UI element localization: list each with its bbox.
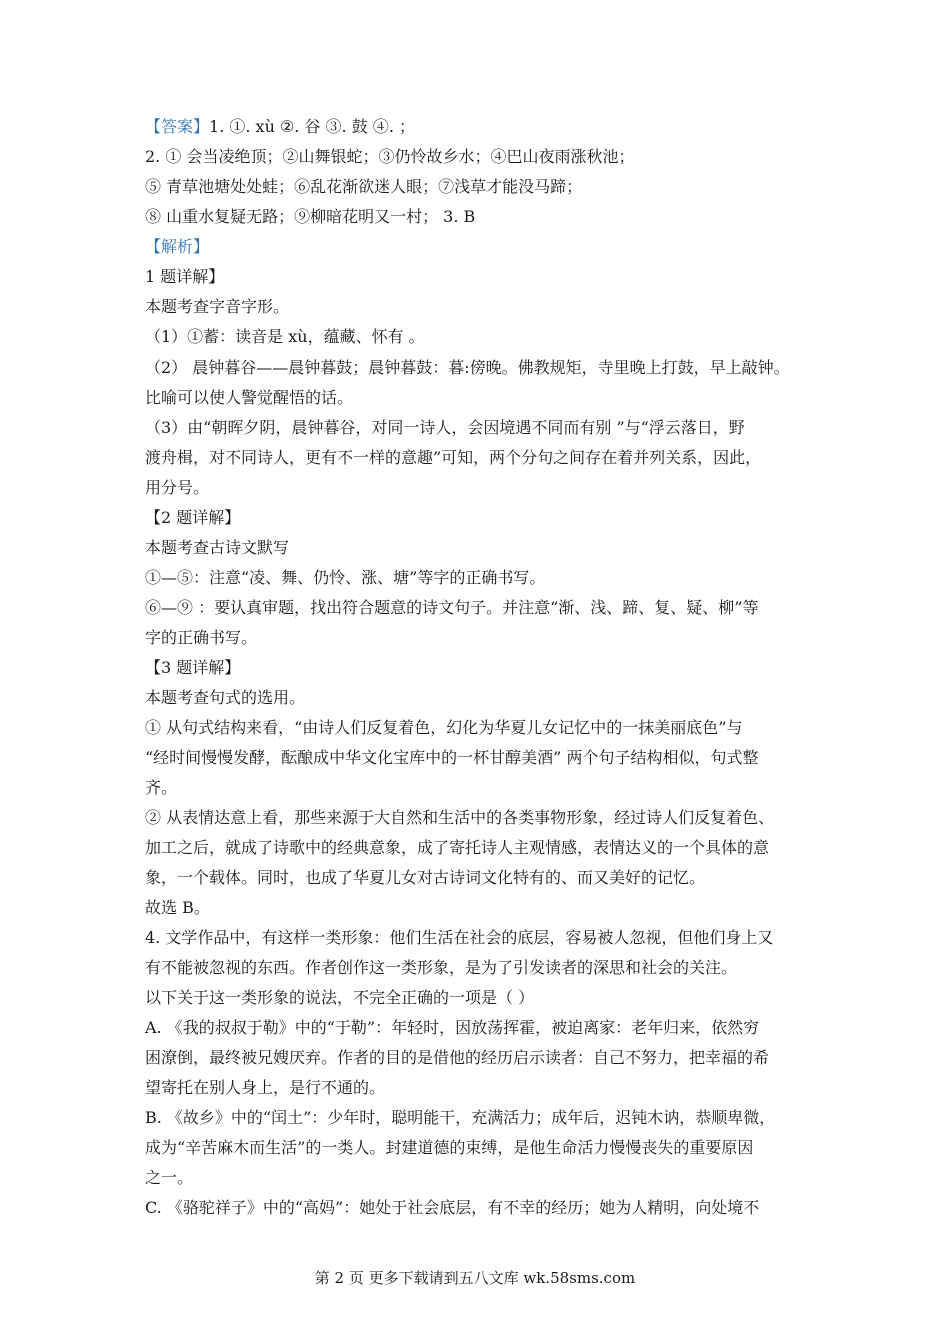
q2-heading: 【2 题详解】 — [145, 508, 241, 527]
q1-intro: 本题考查字音字形。 — [145, 297, 290, 316]
q4-option-b-line3: 之一。 — [145, 1168, 194, 1187]
q3-part1-line1: ① 从句式结构来看，“由诗人们反复着色，幻化为华夏儿女记忆中的一抹美丽底色”与 — [145, 718, 743, 737]
q1-part3-line3: 用分号。 — [145, 478, 210, 497]
q3-conclusion: 故选 B。 — [145, 898, 210, 917]
q4-stem-line3: 以下关于这一类形象的说法，不完全正确的一项是（ ） — [145, 988, 535, 1007]
q1-part2-line1: （2） 晨钟暮谷——晨钟暮鼓；晨钟暮鼓：暮:傍晚。佛教规矩，寺里晚上打鼓，早上敲钟。 — [145, 358, 790, 377]
q2-intro: 本题考查古诗文默写 — [145, 538, 290, 557]
q3-part2-line1: ② 从表情达意上看，那些来源于大自然和生活中的各类事物形象，经过诗人们反复着色、 — [145, 808, 775, 827]
q3-part2-line3: 象，一个载体。同时，也成了华夏儿女对古诗词文化特有的、而又美好的记忆。 — [145, 868, 706, 887]
q4-stem-line1: 4. 文学作品中，有这样一类形象：他们生活在社会的底层，容易被人忽视，但他们身上又 — [145, 928, 774, 947]
answer-line-3: ⑤ 青草池塘处处蛙；⑥乱花渐欲迷人眼；⑦浅草才能没马蹄； — [145, 177, 583, 196]
analysis-tag: 【解析】 — [145, 237, 210, 256]
q4-option-a-line3: 望寄托在别人身上，是行不通的。 — [145, 1078, 386, 1097]
q3-intro: 本题考查句式的选用。 — [145, 688, 306, 707]
q2-part1: ①—⑤：注意“凌、舞、仍怜、涨、塘”等字的正确书写。 — [145, 568, 546, 587]
q4-option-b-line2: 成为“辛苦麻木而生活”的一类人。封建道德的束缚，是他生命活力慢慢丧失的重要原因 — [145, 1138, 754, 1157]
q2-part2-line2: 字的正确书写。 — [145, 628, 258, 647]
q3-heading: 【3 题详解】 — [145, 658, 241, 677]
q1-heading: 1 题详解】 — [145, 267, 225, 286]
q1-part2-line2: 比喻可以使人警觉醒悟的话。 — [145, 388, 354, 407]
q4-option-a-line2: 困潦倒，最终被兄嫂厌弃。作者的目的是借他的经历启示读者：自己不努力，把幸福的希 — [145, 1048, 770, 1067]
q3-part2-line2: 加工之后，就成了诗歌中的经典意象，成了寄托诗人主观情感，表情达义的一个具体的意 — [145, 838, 770, 857]
q3-part1-line3: 齐。 — [145, 778, 178, 797]
q4-stem-line2: 有不能被忽视的东西。作者创作这一类形象，是为了引发读者的深思和社会的关注。 — [145, 958, 738, 977]
q3-part1-line2: “经时间慢慢发酵，酝酿成中华文化宝库中的一杯甘醇美酒” 两个句子结构相似，句式整 — [145, 748, 759, 767]
q4-option-c-line1: C. 《骆驼祥子》中的“高妈”：她处于社会底层，有不幸的经历；她为人精明，向处境不 — [145, 1198, 760, 1217]
q1-part1: （1）①蓄：读音是 xù，蕴藏、怀有 。 — [145, 327, 425, 346]
q4-option-a-line1: A. 《我的叔叔于勒》中的“于勒”：年轻时，因放荡挥霍，被迫离家：老年归来，依然穷 — [145, 1018, 760, 1037]
q1-part3-line2: 渡舟楫，对不同诗人，更有不一样的意趣”可知，两个分句之间存在着并列关系，因此， — [145, 448, 762, 467]
q4-option-b-line1: B. 《故乡》中的“闰土”：少年时，聪明能干，充满活力；成年后，迟钝木讷，恭顺卑微， — [145, 1108, 776, 1127]
page-footer: 第 2 页 更多下载请到五八文库 wk.58sms.com — [314, 1269, 636, 1287]
q1-part3-line1: （3）由“朝晖夕阴，晨钟暮谷，对同一诗人，会因境遇不同而有别 ”与“浮云落日，野 — [145, 418, 745, 437]
answer-line-4: ⑧ 山重水复疑无路；⑨柳暗花明又一村； 3. B — [145, 207, 476, 226]
answer-tag: 【答案】 — [145, 117, 210, 136]
answer-line-2: 2. ① 会当凌绝顶；②山舞银蛇；③仍怜故乡水；④巴山夜雨涨秋池； — [145, 147, 635, 166]
q2-part2-line1: ⑥—⑨ ：要认真审题，找出符合题意的诗文句子。并注意“渐、浅、蹄、复、疑、柳”等 — [145, 598, 759, 617]
answer-q1-text: 1. ①. xù ②. 谷 ③. 鼓 ④. ； — [209, 117, 415, 136]
answer-line-1 — [145, 117, 415, 137]
